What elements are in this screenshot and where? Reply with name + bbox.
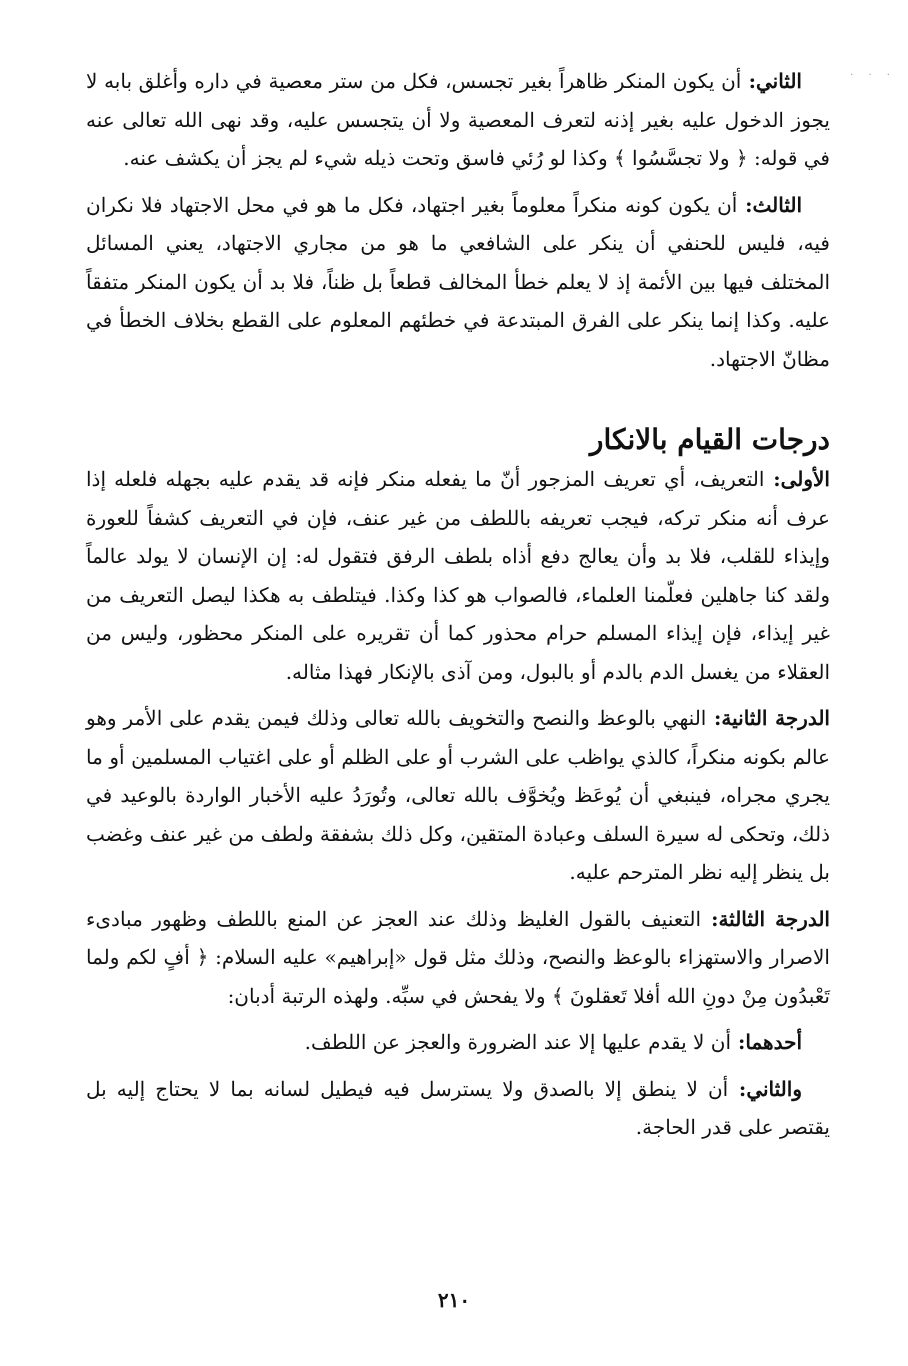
- paragraph-degree-third: [86, 900, 830, 1016]
- paragraph-second-condition: [86, 62, 830, 178]
- paragraph-third-condition: [86, 186, 830, 379]
- paragraph-etiquette-first: [86, 1023, 830, 1062]
- paragraph-lead: الثالث:: [737, 192, 803, 217]
- paragraph-text: أن يكون المنكر ظاهراً بغير تجسس، فكل من ستر معصية في داره وأغلق بابه لا يجوز الدخول عليه بغير إذنه لتعرف المعصية ولا أن يتجسس عليه، وقد نهى الله تعالى عنه في قوله: ﴿ ولا تجسَّسُوا ﴾ وكذا لو رُئي فاسق وتحت ذيله شيء لم يجز أن يكشف عنه.: [86, 69, 830, 170]
- page-body: [86, 62, 830, 1155]
- paragraph-lead: الدرجة الثالثة:: [701, 906, 830, 931]
- paragraph-lead: أحدهما:: [731, 1030, 802, 1054]
- paragraph-degree-second: [86, 699, 830, 892]
- paragraph-text: التعنيف بالقول الغليظ وذلك عند العجز عن المنع باللطف وظهور مبادىء الاصرار والاستهزاء بالوعظ والنصح، وذلك مثل قول «إبراهيم» عليه السلام: ﴿ أفٍ لكم ولما تَعْبدُون مِنْ دونِ الله أفلا تَعقلونَ ﴾ ولا يفحش في سبِّه. ولهذه الرتبة أدبان:: [86, 906, 830, 1008]
- paragraph-text: أن يكون كونه منكراً معلوماً بغير اجتهاد، فكل ما هو في محل الاجتهاد فلا نكران فيه، فليس للحنفي أن ينكر على الشافعي ما هو من مجاري الاجتهاد، يعني المسائل المختلف فيها بين الأئمة إذ لا يعلم خطأ المخالف قطعاً بل ظناً، فلا بد أن يكون المنكر متفقاً عليه. وكذا إنما ينكر على الفرق المبتدعة في خطئهم المعلوم على القطع بخلاف الخطأ في مظانّ الاجتهاد.: [86, 192, 830, 371]
- paragraph-lead: والثاني:: [728, 1076, 802, 1101]
- paragraph-text: التعريف، أي تعريف المزجور أنّ ما يفعله منكر فإنه قد يقدم عليه بجهله فلعله إذا عرف أنه منكر تركه، فيجب تعريفه باللطف من غير عنف، فإن في التعريف كشفاً للعورة وإيذاء للقلب، فلا بد وأن يعالج دفع أذاه بلطف الرفق فتقول له: إن الإنسان لا يولد عالماً ولقد كنا جاهلين فعلّمنا العلماء، فالصواب هو كذا وكذا. فيتلطف به هكذا ليصل التعريف من غير إيذاء، فإن إيذاء المسلم حرام محذور كما أن تقريره على المنكر محظور، وليس من العقلاء من يغسل الدم بالدم أو بالبول، ومن آذى بالإنكار فهذا مثاله.: [86, 467, 830, 684]
- paragraph-lead: الثاني:: [741, 69, 802, 93]
- paragraph-lead: الأولى:: [764, 467, 830, 491]
- section-heading: درجات القيام بالانكار: [589, 423, 830, 456]
- page-number: ٢١٠: [437, 1288, 471, 1312]
- scan-edge-marks: · · ·: [850, 70, 896, 81]
- paragraph-text: النهي بالوعظ والنصح والتخويف بالله تعالى وذلك فيمن يقدم على الأمر وهو عالم بكونه منكراً، كالذي يواظب على الشرب أو على الظلم أو على اغتياب المسلمين أو ما يجري مجراه، فينبغي أن يُوعَظ ويُخوَّف بالله تعالى، وتُورَدُ عليه الأخبار الواردة بالوعيد في ذلك، وتحكى له سيرة السلف وعبادة المتقين، وكل ذلك بشفقة ولطف من غير عنف وغضب بل ينظر إليه نظر المترحم عليه.: [86, 706, 830, 884]
- paragraph-text: أن لا ينطق إلا بالصدق ولا يسترسل فيه فيطيل لسانه بما لا يحتاج إليه بل يقتصر على قدر الحاجة.: [86, 1076, 830, 1139]
- paragraph-degree-first: [86, 460, 830, 691]
- paragraph-text: أن لا يقدم عليها إلا عند الضرورة والعجز عن اللطف.: [304, 1030, 732, 1054]
- paragraph-lead: الدرجة الثانية:: [706, 706, 830, 730]
- paragraph-etiquette-second: [86, 1070, 830, 1147]
